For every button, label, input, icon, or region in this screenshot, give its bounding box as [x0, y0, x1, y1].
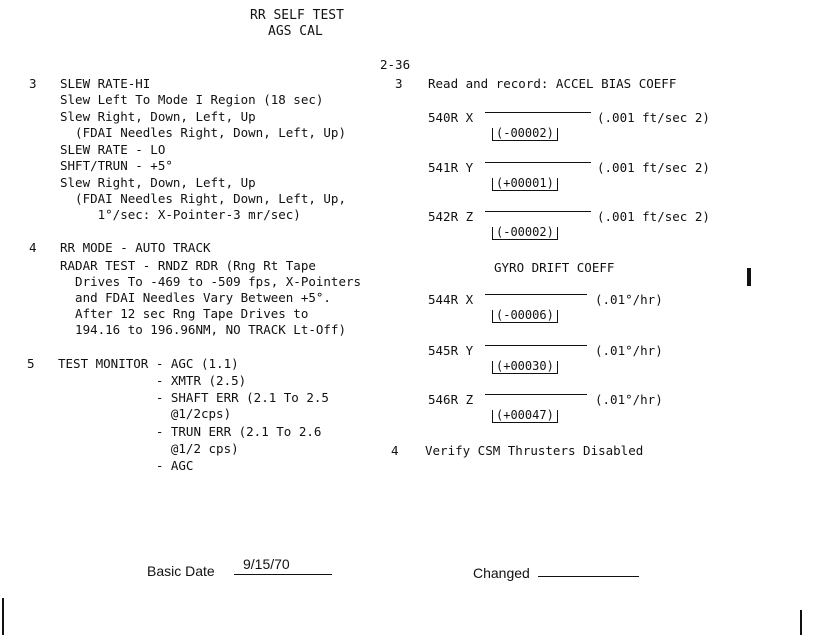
gyro-unit: (.01°/hr): [595, 292, 663, 307]
left-line: - XMTR (2.5): [58, 373, 247, 388]
left-line: - TRUN ERR (2.1 To 2.6: [58, 424, 322, 439]
recorded-value: (+00047): [492, 408, 558, 423]
accel-label-y: 541R Y: [428, 160, 474, 175]
step-number-4-right: 4: [391, 443, 399, 458]
record-blank: [485, 294, 587, 295]
accel-unit: (.001 ft/sec 2): [597, 209, 710, 224]
step-number-5: 5: [27, 356, 35, 371]
accel-unit: (.001 ft/sec 2): [597, 110, 710, 125]
change-bar: [747, 268, 751, 286]
left-line: SLEW RATE - LO: [60, 142, 166, 157]
left-line: RR MODE - AUTO TRACK: [60, 240, 211, 255]
accel-label-z: 542R Z: [428, 209, 474, 224]
left-line: Slew Right, Down, Left, Up: [60, 175, 256, 190]
page-subtitle: AGS CAL: [268, 24, 323, 39]
page-title: RR SELF TEST: [250, 8, 344, 23]
left-line: RADAR TEST - RNDZ RDR (Rng Rt Tape: [60, 258, 316, 273]
record-blank: [485, 394, 587, 395]
left-line: Drives To -469 to -509 fps, X-Pointers: [60, 274, 362, 289]
left-line: TEST MONITOR - AGC (1.1): [58, 356, 239, 371]
left-line: (FDAI Needles Right, Down, Left, Up,: [60, 191, 346, 206]
accel-unit: (.001 ft/sec 2): [597, 160, 710, 175]
recorded-value: (-00002): [492, 225, 558, 240]
step-number-3-right: 3: [395, 76, 403, 91]
left-line: @1/2cps): [58, 406, 232, 421]
left-line: After 12 sec Rng Tape Drives to: [60, 306, 309, 321]
gyro-heading: GYRO DRIFT COEFF: [494, 260, 615, 275]
basic-date-label: Basic Date: [147, 563, 215, 579]
left-line: SHFT/TRUN - +5°: [60, 158, 173, 173]
left-line: (FDAI Needles Right, Down, Left, Up): [60, 125, 346, 140]
left-line: - AGC: [58, 458, 194, 473]
step-number-4: 4: [29, 240, 37, 255]
scan-edge-mark-right: [800, 610, 802, 635]
changed-label: Changed: [473, 565, 530, 581]
left-line: Slew Right, Down, Left, Up: [60, 109, 256, 124]
left-line: - SHAFT ERR (2.1 To 2.5: [58, 390, 329, 405]
scan-edge-mark-left: [2, 598, 4, 635]
left-line: and FDAI Needles Vary Between +5°.: [60, 290, 331, 305]
recorded-value: (-00002): [492, 126, 558, 141]
gyro-unit: (.01°/hr): [595, 392, 663, 407]
gyro-label-z: 546R Z: [428, 392, 474, 407]
record-blank: [485, 112, 591, 113]
accel-label-x: 540R X: [428, 110, 474, 125]
gyro-label-x: 544R X: [428, 292, 474, 307]
record-blank: [485, 345, 587, 346]
left-line: SLEW RATE-HI: [60, 76, 151, 91]
left-line: @1/2 cps): [58, 441, 239, 456]
record-blank: [485, 211, 591, 212]
gyro-unit: (.01°/hr): [595, 343, 663, 358]
left-line: 194.16 to 196.96NM, NO TRACK Lt-Off): [60, 322, 346, 337]
record-blank: [485, 162, 591, 163]
left-line: Slew Left To Mode I Region (18 sec): [60, 92, 324, 107]
recorded-value: (-00006): [492, 308, 558, 323]
recorded-value: (+00001): [492, 176, 558, 191]
basic-date-line: [234, 574, 332, 575]
verify-instruction: Verify CSM Thrusters Disabled: [425, 443, 644, 458]
left-line: 1°/sec: X-Pointer-3 mr/sec): [60, 207, 301, 222]
basic-date-value: 9/15/70: [243, 556, 290, 572]
record-instruction: Read and record: ACCEL BIAS COEFF: [428, 76, 677, 91]
changed-line: [538, 576, 639, 577]
page-number: 2-36: [380, 57, 411, 72]
recorded-value: (+00030): [492, 359, 558, 374]
gyro-label-y: 545R Y: [428, 343, 474, 358]
step-number-3: 3: [29, 76, 37, 91]
